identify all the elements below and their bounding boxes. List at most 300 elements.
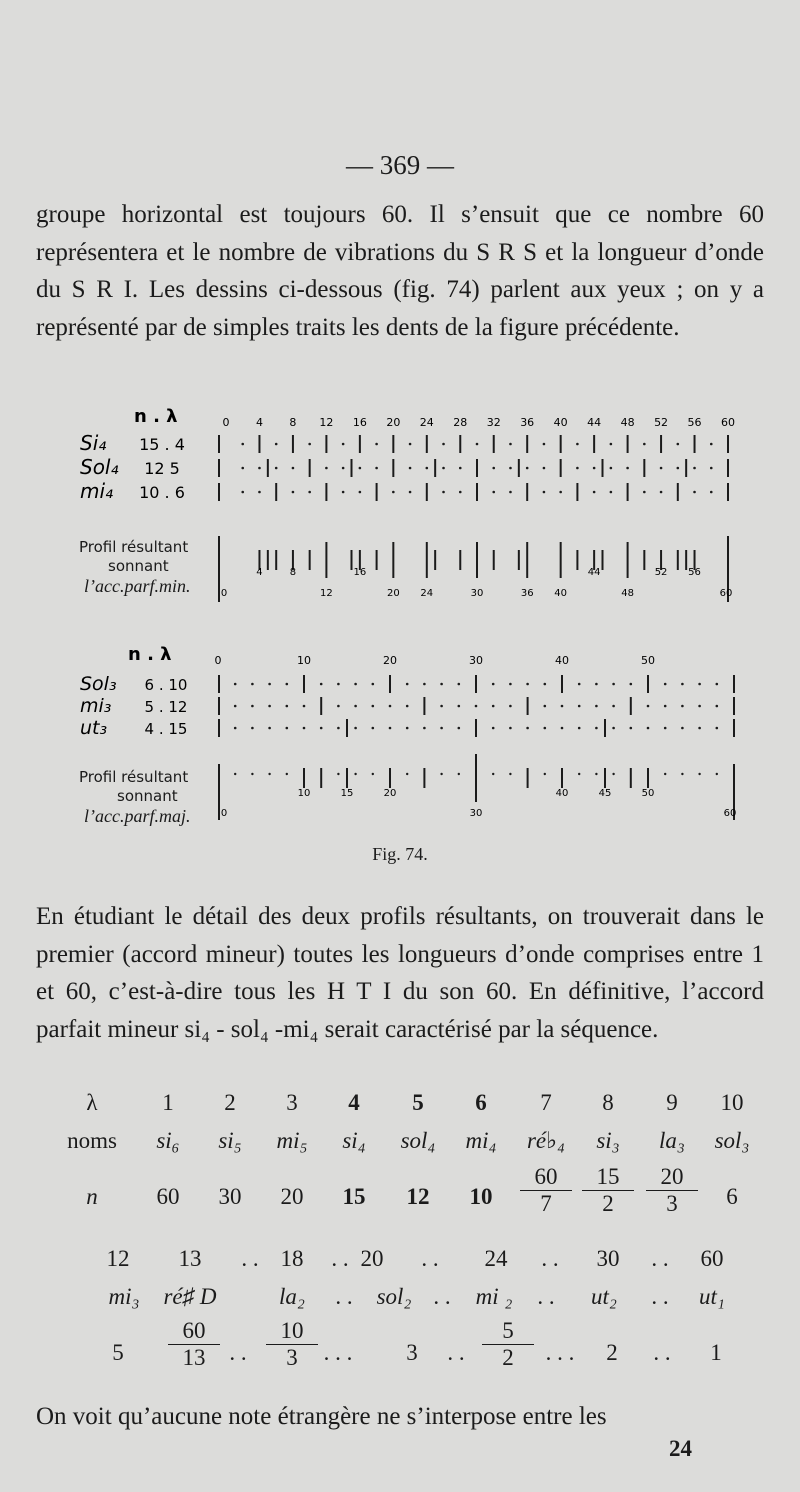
fig1-row-dot	[308, 443, 311, 446]
fig2-row-dot	[681, 705, 684, 708]
fig2-row-dot	[337, 727, 340, 730]
row6-fraction-denominator: 13	[182, 1345, 206, 1370]
fig1-row-dot	[693, 467, 696, 470]
fig1-upper-num: 52	[654, 567, 668, 578]
fig2-row-dot	[630, 727, 633, 730]
nom-value: si₆	[156, 1128, 180, 1153]
fig1-header: n . λ	[134, 406, 178, 427]
fig1-row-dot	[526, 467, 529, 470]
n-fraction-denominator: 3	[666, 1191, 678, 1216]
fig1-scale	[223, 416, 736, 429]
fig1-rows	[80, 431, 728, 503]
row6-value: . . .	[545, 1340, 575, 1365]
fig2-result-dot	[664, 773, 666, 775]
fig2-scale-tick-label: 0	[214, 654, 222, 667]
fig1-row-note: Si₄	[80, 431, 107, 455]
row4-value: . .	[541, 1246, 559, 1271]
nom-value: si₅	[218, 1128, 242, 1153]
fig1-upper-num: 16	[353, 567, 367, 578]
fig2-result-profile	[219, 754, 736, 820]
lambda-value: 8	[602, 1090, 614, 1115]
fig2-result-dot	[578, 773, 580, 775]
page-number: — 369 —	[346, 150, 454, 180]
fig2-row-dot	[406, 683, 409, 686]
fig1-row-note: Sol₄	[80, 455, 119, 479]
fig1-scale-tick-label: 36	[520, 416, 535, 429]
fig2-upper-num: 10	[297, 788, 311, 799]
fig1-result-profile	[219, 536, 732, 602]
lambda-value: 7	[540, 1090, 552, 1115]
fig2-row-dot	[647, 727, 650, 730]
fig2-row-dot	[664, 683, 667, 686]
nom-value: la₃	[659, 1128, 685, 1153]
fig1-row-dot	[409, 443, 412, 446]
fig2-row-dot	[492, 683, 495, 686]
fig1-row-dot	[610, 467, 613, 470]
fig2-scale-tick-label: 50	[641, 654, 655, 667]
fig2-row-dot	[595, 705, 598, 708]
fig2-row-dot	[303, 727, 306, 730]
row6-fraction-numerator: 5	[482, 1318, 534, 1345]
fig2-row-dot	[354, 683, 357, 686]
n-fraction-denominator: 7	[540, 1191, 552, 1216]
fig1-row-dot	[643, 443, 646, 446]
fig2-row-dot	[372, 727, 375, 730]
fig1-scale-tick-label: 0	[222, 416, 230, 429]
fig1-row-dot	[660, 467, 663, 470]
row5-value: la₂	[279, 1284, 305, 1309]
fig1-label-3: l’acc.parf.min.	[84, 576, 191, 596]
row5-value: mi ₂	[475, 1284, 513, 1309]
fig1-row-dot	[442, 443, 445, 446]
row4-value: 20	[360, 1246, 384, 1271]
fig2-row-dot	[251, 705, 254, 708]
fig1-row-dot	[710, 443, 713, 446]
fig1-row-dot	[258, 491, 261, 494]
fig2-result-dot	[698, 773, 700, 775]
fig2-row-dot	[268, 727, 271, 730]
fig1-row-dot	[392, 491, 395, 494]
n-fraction	[520, 1164, 572, 1217]
n-value: 10	[469, 1184, 493, 1209]
paragraph-1-text: groupe horizontal est toujours 60. Il s’ensuit que ce nombre 60 représentera et le nombre de vibrations du S R S et la longueur d’onde du S R I. Les dessins ci-dessous (fig. 74) parlent aux yeux ; on y a représenté par de simples traits les dents de la figure précédente.	[36, 201, 764, 341]
lambda-value: 6	[475, 1090, 487, 1115]
sequence-table	[0, 1090, 800, 1390]
row4-value: . .	[241, 1246, 259, 1271]
fig1-row-dot	[275, 467, 278, 470]
fig2-row-dot	[647, 705, 650, 708]
fig2-lower-num: 0	[220, 808, 228, 819]
fig2-row-dot	[509, 727, 512, 730]
row6-value: . .	[447, 1340, 465, 1365]
row4-value: 60	[700, 1246, 724, 1271]
fig1-row-dot	[459, 467, 462, 470]
fig1-row-dot	[610, 491, 613, 494]
fig2-row-dot	[337, 683, 340, 686]
fig2-row-dot	[544, 705, 547, 708]
fig2-result-dot	[286, 773, 288, 775]
nom-value: si₃	[596, 1128, 620, 1153]
fig1-label-2: sonnant	[108, 557, 169, 575]
fig2-row-dot	[578, 683, 581, 686]
fig2-row-dot	[492, 705, 495, 708]
row5-value: sol₂	[376, 1284, 412, 1309]
n-fraction-numerator: 60	[520, 1164, 572, 1191]
fig1-lower-num: 0	[220, 588, 228, 599]
fig2-row-dot	[286, 705, 289, 708]
fig2-upper-num: 45	[598, 788, 612, 799]
fig1-row-dot	[359, 467, 362, 470]
fig2-row-dot	[251, 727, 254, 730]
fig1-row-dot	[292, 491, 295, 494]
fig2-row-dot	[423, 727, 426, 730]
fig2-row-dot	[664, 705, 667, 708]
row5-value: mi₃	[108, 1284, 140, 1309]
lambda-value: 4	[348, 1090, 360, 1115]
noms-label: noms	[67, 1128, 117, 1153]
n-value: 6	[726, 1184, 738, 1209]
fig2-row-dot	[544, 683, 547, 686]
lambda-value: 5	[412, 1090, 424, 1115]
lambda-value: 1	[162, 1090, 174, 1115]
fig2-row-dot	[268, 683, 271, 686]
fig2-row-note: Sol₃	[80, 673, 117, 695]
n-label: n	[86, 1184, 98, 1209]
fig1-scale-tick-label: 40	[553, 416, 568, 429]
fig1-row-value: 10 . 6	[139, 483, 185, 502]
row6-fraction-denominator: 2	[502, 1345, 514, 1370]
fig2-row-dot	[509, 705, 512, 708]
fig1-row-dot	[375, 443, 378, 446]
fig2-row-dot	[458, 683, 461, 686]
paragraph-1	[36, 196, 764, 346]
fig1-row-dot	[275, 443, 278, 446]
fig2-label-2: sonnant	[117, 787, 178, 805]
fig1-row-dot	[409, 467, 412, 470]
fig1-lower-num: 12	[320, 588, 333, 599]
fig2-result-dot	[268, 773, 270, 775]
fig1-row-dot	[241, 467, 244, 470]
fig2-upper-num: 15	[340, 788, 354, 799]
fig2-scale-tick-label: 30	[469, 654, 483, 667]
signature-mark: 24	[669, 1436, 692, 1461]
fig2-scale-tick-label: 20	[383, 654, 397, 667]
fig1-row-dot	[576, 443, 579, 446]
fig2-row-dot	[406, 727, 409, 730]
fig1-row-dot	[492, 467, 495, 470]
n-fraction	[582, 1164, 634, 1217]
paragraph-2-text: En étudiant le détail des deux profils résultants, on trouverait dans le premier (accord mineur) toutes les longueurs d’onde comprises entre 1 et 60, c’est-à-dire tous les H T I du son 60. En définitive, l’accord parfait mineur si₄ - sol₄ -mi₄ serait caractérisé par la séquence.	[36, 903, 764, 1043]
fig2-row-dot	[372, 705, 375, 708]
fig1-scale-tick-label: 48	[620, 416, 635, 429]
n-fraction-denominator: 2	[602, 1191, 614, 1216]
fig1-lower-num: 60	[719, 588, 733, 599]
n-value: 60	[156, 1184, 180, 1209]
fig2-row-dot	[251, 683, 254, 686]
lambda-value: 2	[224, 1090, 236, 1115]
fig1-row-dot	[509, 443, 512, 446]
fig2-scale-tick-label: 10	[297, 654, 311, 667]
figure-caption: Fig. 74.	[372, 844, 428, 864]
fig2-row-dot	[458, 705, 461, 708]
n-value: 15	[342, 1184, 366, 1209]
row5-value: ut₂	[591, 1284, 617, 1309]
fig1-row-dot	[492, 491, 495, 494]
fig2-row-dot	[320, 683, 323, 686]
fig1-scale-tick-label: 52	[654, 416, 669, 429]
fig1-upper-num: 56	[688, 567, 701, 578]
lambda-value: 10	[720, 1090, 744, 1115]
row6-value: 5	[112, 1340, 124, 1365]
fig1-row-dot	[593, 467, 596, 470]
fig1-row-dot	[509, 491, 512, 494]
fig1-scale-tick-label: 44	[587, 416, 602, 429]
fig1-scale-tick-label: 8	[289, 416, 297, 429]
row4-value: 13	[178, 1246, 202, 1271]
fig2-label-1: Profil résultant	[79, 768, 189, 786]
fig2-rows	[80, 673, 734, 739]
row6-fraction-numerator: 60	[168, 1318, 220, 1345]
fig1-scale-tick-label: 32	[486, 416, 501, 429]
fig1-lower-num: 30	[470, 588, 484, 599]
row6-fraction-denominator: 3	[286, 1345, 298, 1370]
paragraph-2	[36, 898, 764, 1048]
fig2-row-dot	[475, 705, 478, 708]
row5-value: . .	[335, 1284, 353, 1309]
fig1-row-dot	[409, 491, 412, 494]
fig1-row-dot	[258, 467, 261, 470]
nom-value: si₄	[342, 1128, 366, 1153]
fig2-upper-num: 40	[555, 788, 569, 799]
fig1-scale-tick-label: 56	[687, 416, 702, 429]
fig1-row-dot	[543, 443, 546, 446]
fig1-row-dot	[426, 467, 429, 470]
fig1-row-dot	[442, 467, 445, 470]
fig2-row-dot	[286, 727, 289, 730]
fig1-row-dot	[241, 443, 244, 446]
fig1-lower-num: 24	[420, 588, 434, 599]
row4-value: 12	[106, 1246, 130, 1271]
fig2-row-dot	[561, 705, 564, 708]
fig2-label-3: l’acc.parf.maj.	[84, 806, 191, 826]
fig2-row-dot	[595, 683, 598, 686]
fig2-row-dot	[595, 727, 598, 730]
fig2-row-dot	[354, 727, 357, 730]
fig1-row-dot	[342, 443, 345, 446]
fig2-row-dot	[681, 727, 684, 730]
n-fraction	[646, 1164, 698, 1217]
fig2-row-dot	[681, 683, 684, 686]
fig1-row-dot	[543, 491, 546, 494]
fig1-row-dot	[476, 443, 479, 446]
nom-value: sol₄	[400, 1128, 436, 1153]
fig1-scale-tick-label: 20	[386, 416, 401, 429]
fig1-upper-num: 4	[256, 567, 263, 578]
row4-value: 30	[596, 1246, 620, 1271]
fig1-lower-num: 20	[386, 588, 400, 599]
fig2-row-dot	[354, 705, 357, 708]
paragraph-3	[36, 1398, 764, 1436]
fig1-row-dot	[576, 467, 579, 470]
fig1-row-dot	[325, 467, 328, 470]
fig2-row-dot	[303, 705, 306, 708]
fig2-row-dot	[716, 705, 719, 708]
fig1-lower-num: 48	[621, 588, 634, 599]
fig1-upper-num: 8	[289, 567, 297, 578]
fig2-row-dot	[234, 683, 237, 686]
fig2-header: n . λ	[128, 644, 172, 665]
fig2-row-note: ut₃	[80, 717, 108, 739]
fig2-row-value: 5 . 12	[144, 698, 188, 716]
fig2-row-dot	[509, 683, 512, 686]
fig2-row-dot	[440, 727, 443, 730]
fig2-row-dot	[458, 727, 461, 730]
n-fraction-numerator: 15	[582, 1164, 634, 1191]
row5-value: ut₁	[699, 1284, 725, 1309]
fig2-row-dot	[526, 683, 529, 686]
fig2-scale-tick-label: 40	[555, 654, 569, 667]
fig2-row-dot	[268, 705, 271, 708]
fig1-row-dot	[593, 491, 596, 494]
fig2-row-value: 6 . 10	[144, 676, 188, 694]
fig2-row-note: mi₃	[80, 695, 112, 717]
fig1-row-dot	[677, 443, 680, 446]
fig1-row-dot	[375, 467, 378, 470]
lambda-value: 9	[666, 1090, 678, 1115]
fig2-upper-num: 20	[383, 788, 397, 799]
paragraph-3-text: On voit qu’aucune note étrangère ne s’interpose entre les	[36, 1403, 607, 1430]
row4-value: . .	[421, 1246, 439, 1271]
nom-value: ré♭₄	[526, 1128, 565, 1153]
fig1-row-dot	[543, 467, 546, 470]
fig1-scale-tick-label: 12	[319, 416, 334, 429]
n-value: 30	[218, 1184, 242, 1209]
row6-value: 3	[406, 1340, 418, 1365]
fig2-row-dot	[561, 727, 564, 730]
row4-value: 24	[484, 1246, 508, 1271]
fig1-label-1: Profil résultant	[79, 538, 189, 556]
fig2-upper-num: 50	[641, 788, 655, 799]
fig1-scale-tick-label: 24	[419, 416, 434, 429]
row4-value: 18	[280, 1246, 304, 1271]
fig2-scale	[215, 654, 656, 667]
fig1-row-dot	[509, 467, 512, 470]
fig2-row-dot	[716, 727, 719, 730]
fig2-result-dot	[337, 773, 339, 775]
fig2-row-dot	[578, 705, 581, 708]
fig2-row-dot	[544, 727, 547, 730]
row6-value: . . .	[323, 1340, 353, 1365]
fig2-lower-num: 60	[723, 808, 737, 819]
fig2-row-dot	[286, 683, 289, 686]
fig1-row-dot	[693, 491, 696, 494]
fig2-row-dot	[578, 727, 581, 730]
fig1-row-dot	[442, 491, 445, 494]
fig2-result-dot	[544, 773, 546, 775]
fig1-row-dot	[660, 491, 663, 494]
fig1-row-note: mi₄	[80, 479, 114, 503]
row6-value: . .	[229, 1340, 247, 1365]
nom-value: sol₃	[714, 1128, 750, 1153]
fig1-row-dot	[342, 491, 345, 494]
nom-value: mi₄	[465, 1128, 497, 1153]
fig2-row-dot	[389, 727, 392, 730]
fig2-row-dot	[716, 683, 719, 686]
row5-value: ré♯ D	[163, 1284, 217, 1309]
fig2-row-dot	[612, 705, 615, 708]
fig1-scale-tick-label: 4	[255, 416, 263, 429]
fig2-row-dot	[612, 683, 615, 686]
fig2-row-dot	[612, 727, 615, 730]
fig1-row-dot	[241, 491, 244, 494]
row4-value: . .	[331, 1246, 349, 1271]
fig2-row-dot	[337, 705, 340, 708]
fig2-result-dot	[234, 773, 236, 775]
fig1-row-dot	[359, 491, 362, 494]
fig2-result-dot	[681, 773, 683, 775]
fig2-row-dot	[630, 683, 633, 686]
lambda-label: λ	[86, 1090, 98, 1115]
fig1-scale-tick-label: 16	[352, 416, 367, 429]
fig2-result-dot	[372, 773, 374, 775]
fig1-row-dot	[677, 467, 680, 470]
fig1-lower-num: 36	[520, 588, 534, 599]
fig2-row-dot	[234, 705, 237, 708]
fig2-row-dot	[234, 727, 237, 730]
fig2-row-dot	[698, 683, 701, 686]
row5-value: . .	[433, 1284, 451, 1309]
fig2-result-dot	[492, 773, 494, 775]
fig1-row-dot	[292, 467, 295, 470]
fig1-scale-tick-label: 60	[721, 416, 735, 429]
n-value: 20	[280, 1184, 304, 1209]
n-value: 12	[406, 1184, 430, 1209]
fig2-result-dot	[354, 773, 356, 775]
fig2-row-dot	[423, 683, 426, 686]
fig1-row-dot	[643, 491, 646, 494]
fig1-row-value: 12 5	[144, 459, 180, 478]
fig2-lower-num: 30	[469, 808, 483, 819]
fig2-result-dot	[251, 773, 253, 775]
fig2-row-dot	[440, 705, 443, 708]
fig1-row-dot	[308, 491, 311, 494]
fig2-result-dot	[440, 773, 442, 775]
fig2-result-dot	[612, 773, 614, 775]
fig1-row-dot	[626, 467, 629, 470]
fig2-row-dot	[440, 683, 443, 686]
fig2-row-dot	[526, 727, 529, 730]
fig1-row-dot	[342, 467, 345, 470]
fig2-result-dot	[595, 773, 597, 775]
n-fraction-numerator: 20	[646, 1164, 698, 1191]
fig1-scale-tick-label: 28	[453, 416, 468, 429]
fig2-result-dot	[406, 773, 408, 775]
fig1-row-dot	[559, 491, 562, 494]
fig1-row-dot	[610, 443, 613, 446]
row6-fraction-numerator: 10	[266, 1318, 318, 1345]
fig1-upper-num: 44	[587, 567, 601, 578]
row5-value: . .	[537, 1284, 555, 1309]
fig2-row-dot	[492, 727, 495, 730]
fig1-row-dot	[710, 491, 713, 494]
row6-value: 1	[710, 1340, 722, 1365]
fig1-row-value: 15 . 4	[139, 435, 185, 454]
fig2-row-dot	[698, 727, 701, 730]
row6-value: . .	[653, 1340, 671, 1365]
fig2-row-value: 4 . 15	[144, 720, 188, 738]
row5-value: . .	[651, 1284, 669, 1309]
row4-value: . .	[651, 1246, 669, 1271]
